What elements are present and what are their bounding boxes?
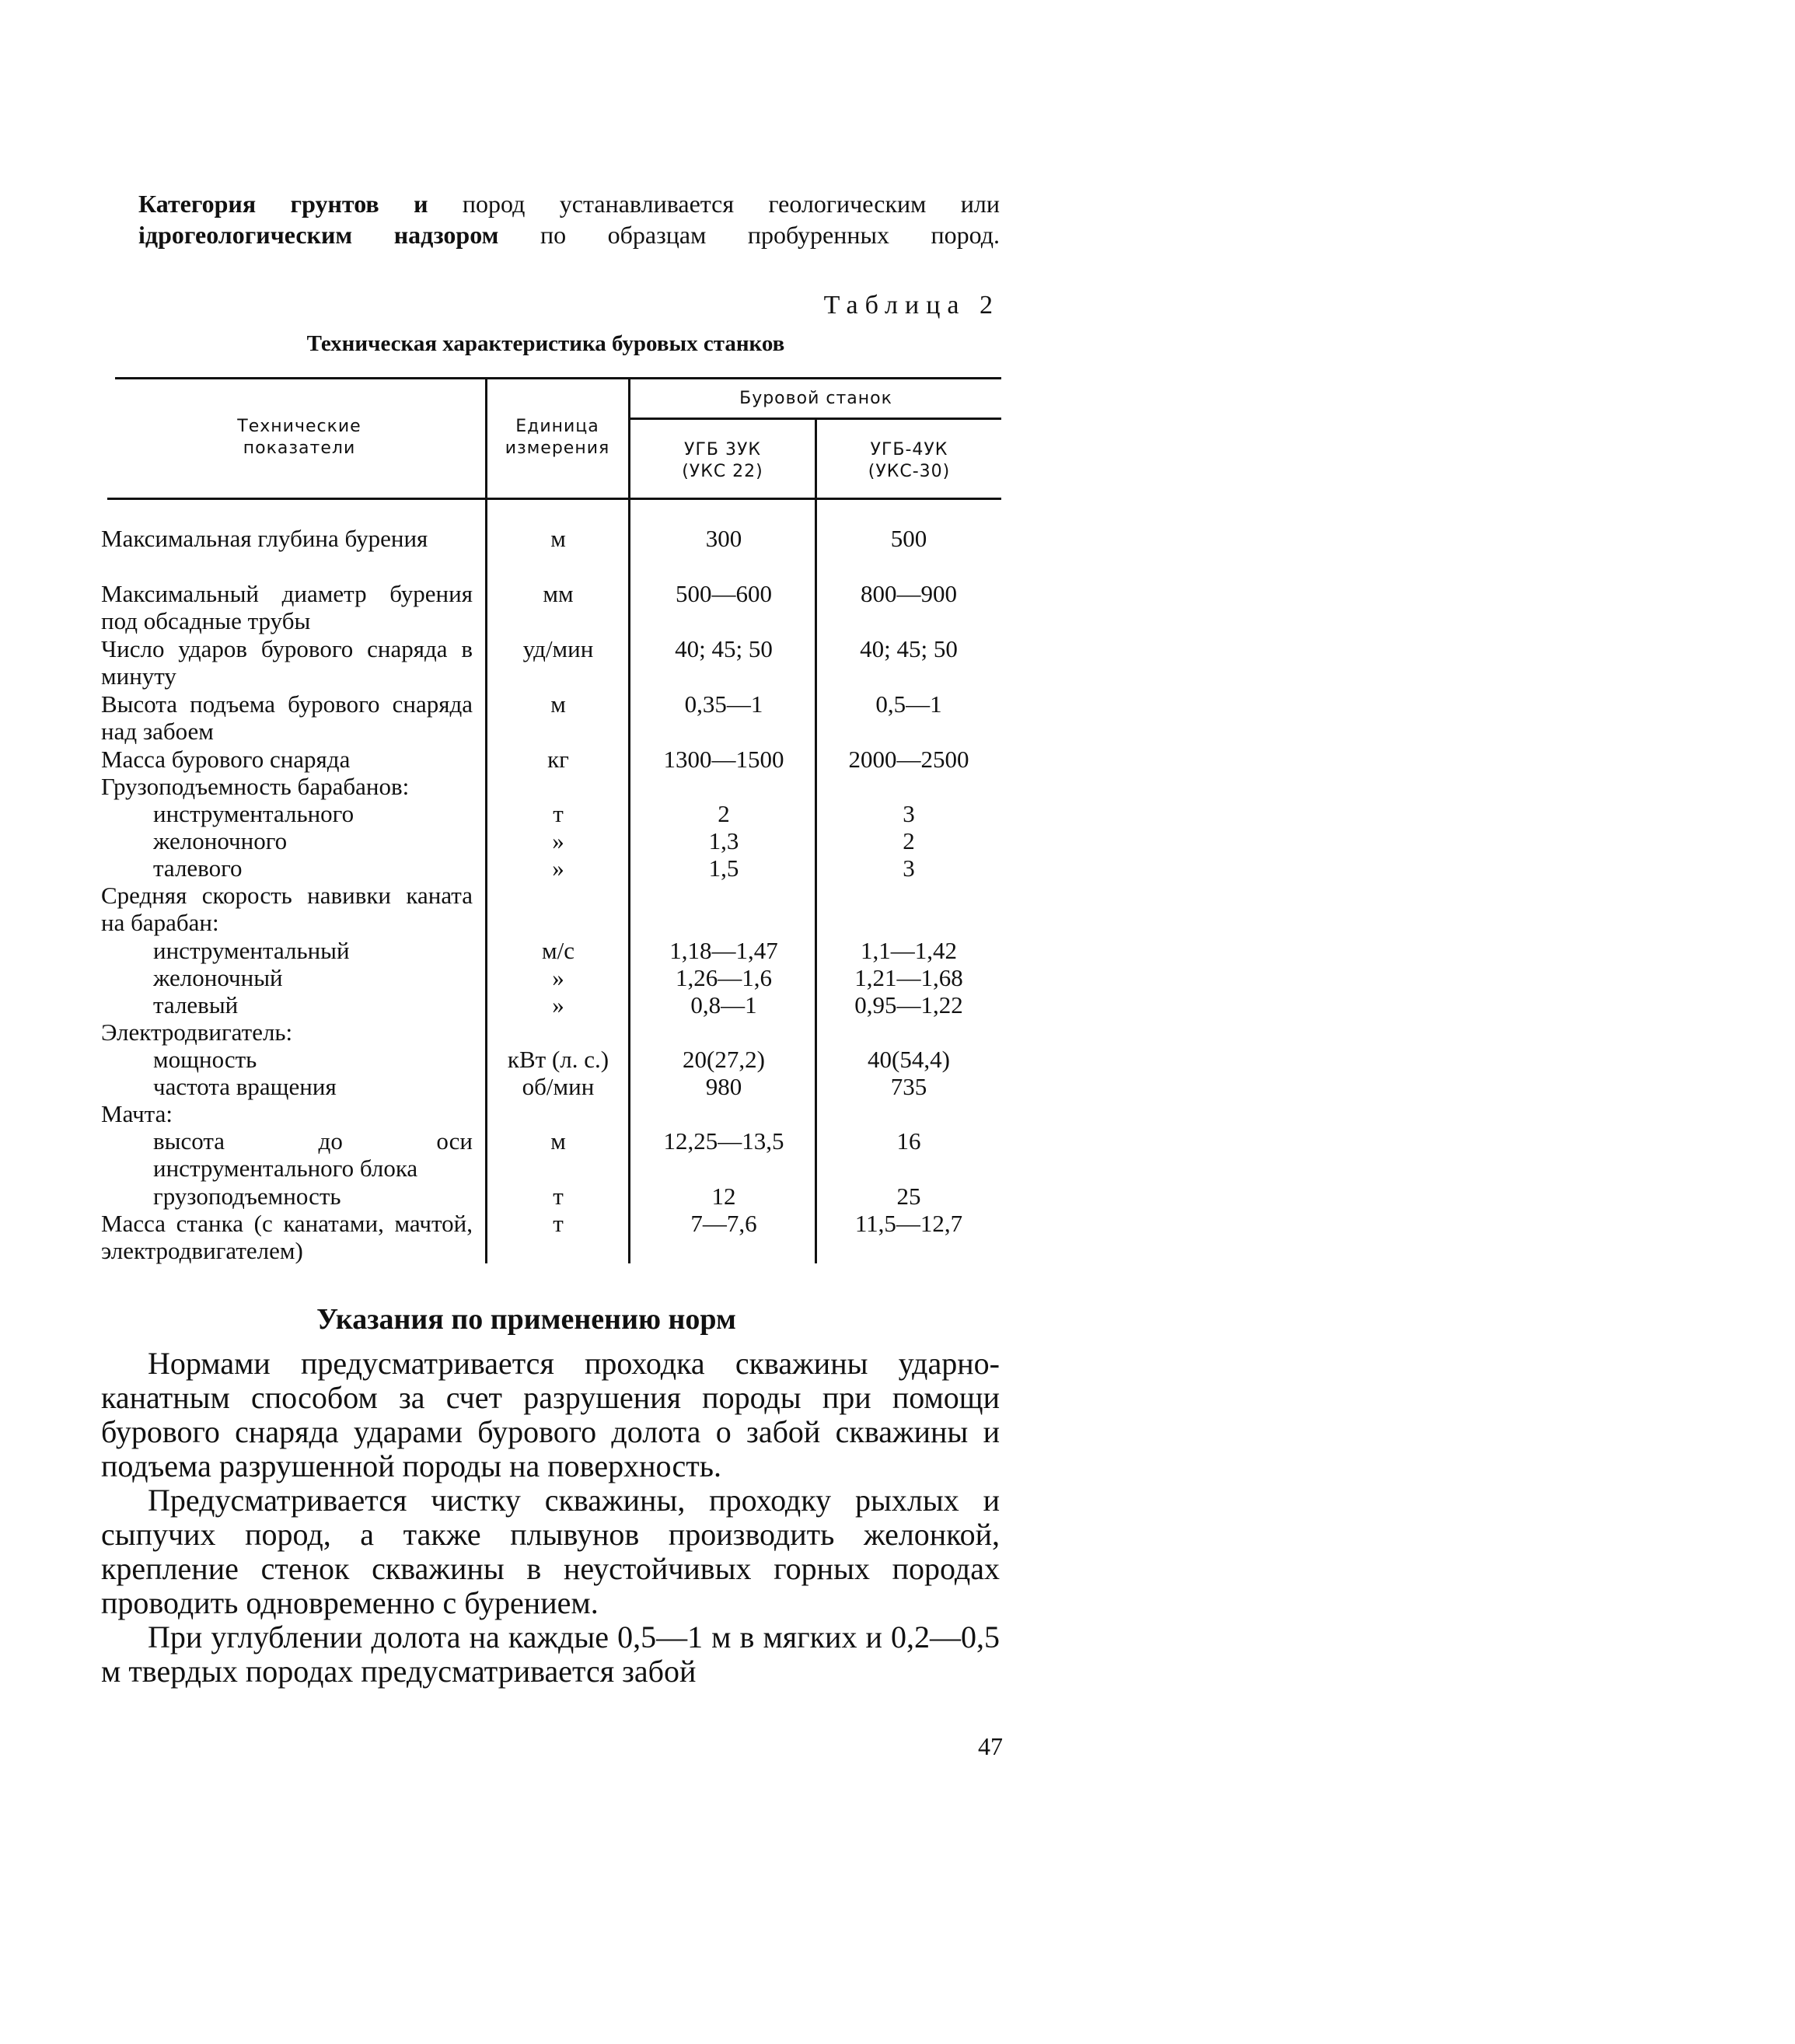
row-value-machine-1: 0,35—1 (684, 690, 763, 718)
row-label: инструментального (153, 800, 354, 827)
header-machine-2 (817, 439, 1001, 483)
row-value-machine-2: 25 (896, 1183, 921, 1210)
header-unit: Единица измерения (505, 417, 610, 458)
row-value-machine-1: 2 (718, 800, 730, 827)
row-unit: м/с (542, 937, 574, 964)
row-label: высота до оси инструментального блока (153, 1127, 473, 1182)
row-value-machine-1: 1,26—1,6 (676, 964, 772, 991)
table-top-rule (115, 377, 1001, 379)
header-machine-2-alt: (УКС-30) (868, 462, 951, 481)
row-value-machine-1: 980 (705, 1073, 742, 1100)
header-bottom-rule (107, 498, 1001, 500)
header-machine-1-model: УГБ 3УК (684, 440, 761, 459)
row-unit: м (550, 690, 566, 718)
intro-line-1 (138, 188, 1000, 219)
row-label: инструментальный (153, 937, 350, 964)
row-label: талевый (153, 991, 239, 1019)
row-value-machine-1: 1,3 (708, 827, 739, 854)
row-unit: » (552, 827, 564, 854)
row-value-machine-1: 1,5 (708, 854, 739, 882)
row-value-machine-2: 16 (896, 1127, 921, 1155)
table-number: Таблица 2 (823, 291, 1000, 320)
section-title: Указания по применению норм (316, 1303, 736, 1336)
paragraph: При углублении долота на каждые 0,5—1 м в мягких и 0,2—0,5 м твердых породах предусматривается забой (101, 1619, 1000, 1689)
row-unit: уд/мин (522, 635, 594, 662)
intro-paragraph (138, 188, 1000, 250)
row-value-machine-2: 3 (903, 800, 915, 827)
row-value-machine-2: 40(54,4) (868, 1046, 950, 1073)
row-unit: т (553, 1183, 564, 1210)
row-value-machine-2: 500 (890, 525, 927, 552)
row-value-machine-2: 3 (903, 854, 915, 882)
row-value-machine-1: 7—7,6 (690, 1210, 757, 1237)
row-value-machine-2: 0,95—1,22 (854, 991, 963, 1019)
row-value-machine-1: 1,18—1,47 (669, 937, 778, 964)
row-label: Масса бурового снаряда (101, 746, 351, 773)
intro-line-2-bold: ідрогеологическим надзором (138, 221, 499, 249)
row-label: Максимальный диаметр бурения под обсадные трубы (101, 580, 473, 634)
row-value-machine-1: 12,25—13,5 (663, 1127, 784, 1155)
row-value-machine-1: 0,8—1 (690, 991, 757, 1019)
paragraph: Нормами предусматривается проходка скважины ударно-канатным способом за счет разрушения породы при помощи бурового снаряда ударами бурового долота о забой скважины и подъема разрушенной породы на поверхность. (101, 1346, 1000, 1483)
row-label: желоночный (153, 964, 283, 991)
row-label: желоночного (153, 827, 288, 854)
row-value-machine-1: 300 (705, 525, 742, 552)
row-label: талевого (153, 854, 243, 882)
row-value-machine-2: 1,21—1,68 (854, 964, 963, 991)
row-label: Мачта: (101, 1100, 173, 1127)
row-label: Грузоподъемность барабанов: (101, 773, 410, 800)
row-label: Высота подъема бурового снаряда над забоем (101, 690, 473, 745)
header-machine-1 (630, 439, 815, 483)
row-label: частота вращения (153, 1073, 337, 1100)
row-value-machine-2: 2000—2500 (848, 746, 969, 773)
row-label: Масса станка (с канатами, мачтой, электродвигателем) (101, 1210, 473, 1264)
intro-line-1-rest: пород устанавливается геологическим или (462, 190, 1001, 218)
row-label: Средняя скорость навивки каната на барабан: (101, 882, 473, 936)
header-machine-2-model: УГБ-4УК (870, 440, 948, 459)
row-value-machine-2: 11,5—12,7 (854, 1210, 963, 1237)
column-divider-2 (628, 377, 630, 1263)
row-unit: кг (547, 746, 569, 773)
row-unit: мм (543, 580, 574, 607)
intro-line-2 (138, 219, 1000, 250)
row-label: грузоподъемность (153, 1183, 341, 1210)
row-unit: кВт (л. с.) (507, 1046, 609, 1073)
row-value-machine-1: 500—600 (676, 580, 772, 607)
spec-table (101, 377, 1001, 1275)
intro-line-2-rest: по образцам пробуренных пород. (540, 221, 1001, 249)
row-value-machine-1: 12 (711, 1183, 736, 1210)
column-divider-1 (485, 377, 487, 1263)
row-value-machine-1: 40; 45; 50 (675, 635, 773, 662)
header-group: Буровой станок (739, 389, 892, 408)
row-unit: м (550, 525, 566, 552)
header-machine-1-alt: (УКС 22) (682, 462, 763, 481)
row-unit: » (552, 854, 564, 882)
page-number: 47 (978, 1732, 1003, 1760)
row-unit: т (553, 1210, 564, 1237)
paragraph: Предусматривается чистку скважины, проходку рыхлых и сыпучих пород, а также плывунов производить желонкой, крепление стенок скважины в неустойчивых горных породах проводить одновременно с бурением. (101, 1483, 1000, 1620)
row-value-machine-1: 20(27,2) (683, 1046, 765, 1073)
row-label: Число ударов бурового снаряда в минуту (101, 635, 473, 690)
row-unit: т (553, 800, 564, 827)
row-value-machine-2: 2 (903, 827, 915, 854)
row-value-machine-1: 1300—1500 (663, 746, 784, 773)
row-unit: » (552, 964, 564, 991)
row-value-machine-2: 40; 45; 50 (860, 635, 958, 662)
row-label: Электродвигатель: (101, 1019, 293, 1046)
row-value-machine-2: 800—900 (861, 580, 957, 607)
row-value-machine-2: 735 (890, 1073, 927, 1100)
row-unit: м (550, 1127, 566, 1155)
intro-line-1-bold: Категория грунтов и (138, 190, 428, 218)
table-title: Техническая характеристика буровых станков (306, 331, 785, 356)
row-unit: » (552, 991, 564, 1019)
row-unit: об/мин (522, 1073, 595, 1100)
row-value-machine-2: 1,1—1,42 (861, 937, 957, 964)
row-value-machine-2: 0,5—1 (875, 690, 942, 718)
row-label: Максимальная глубина бурения (101, 525, 428, 552)
header-indicators: Технические показатели (237, 417, 361, 458)
section-body (101, 1347, 1000, 1689)
row-label: мощность (153, 1046, 257, 1073)
